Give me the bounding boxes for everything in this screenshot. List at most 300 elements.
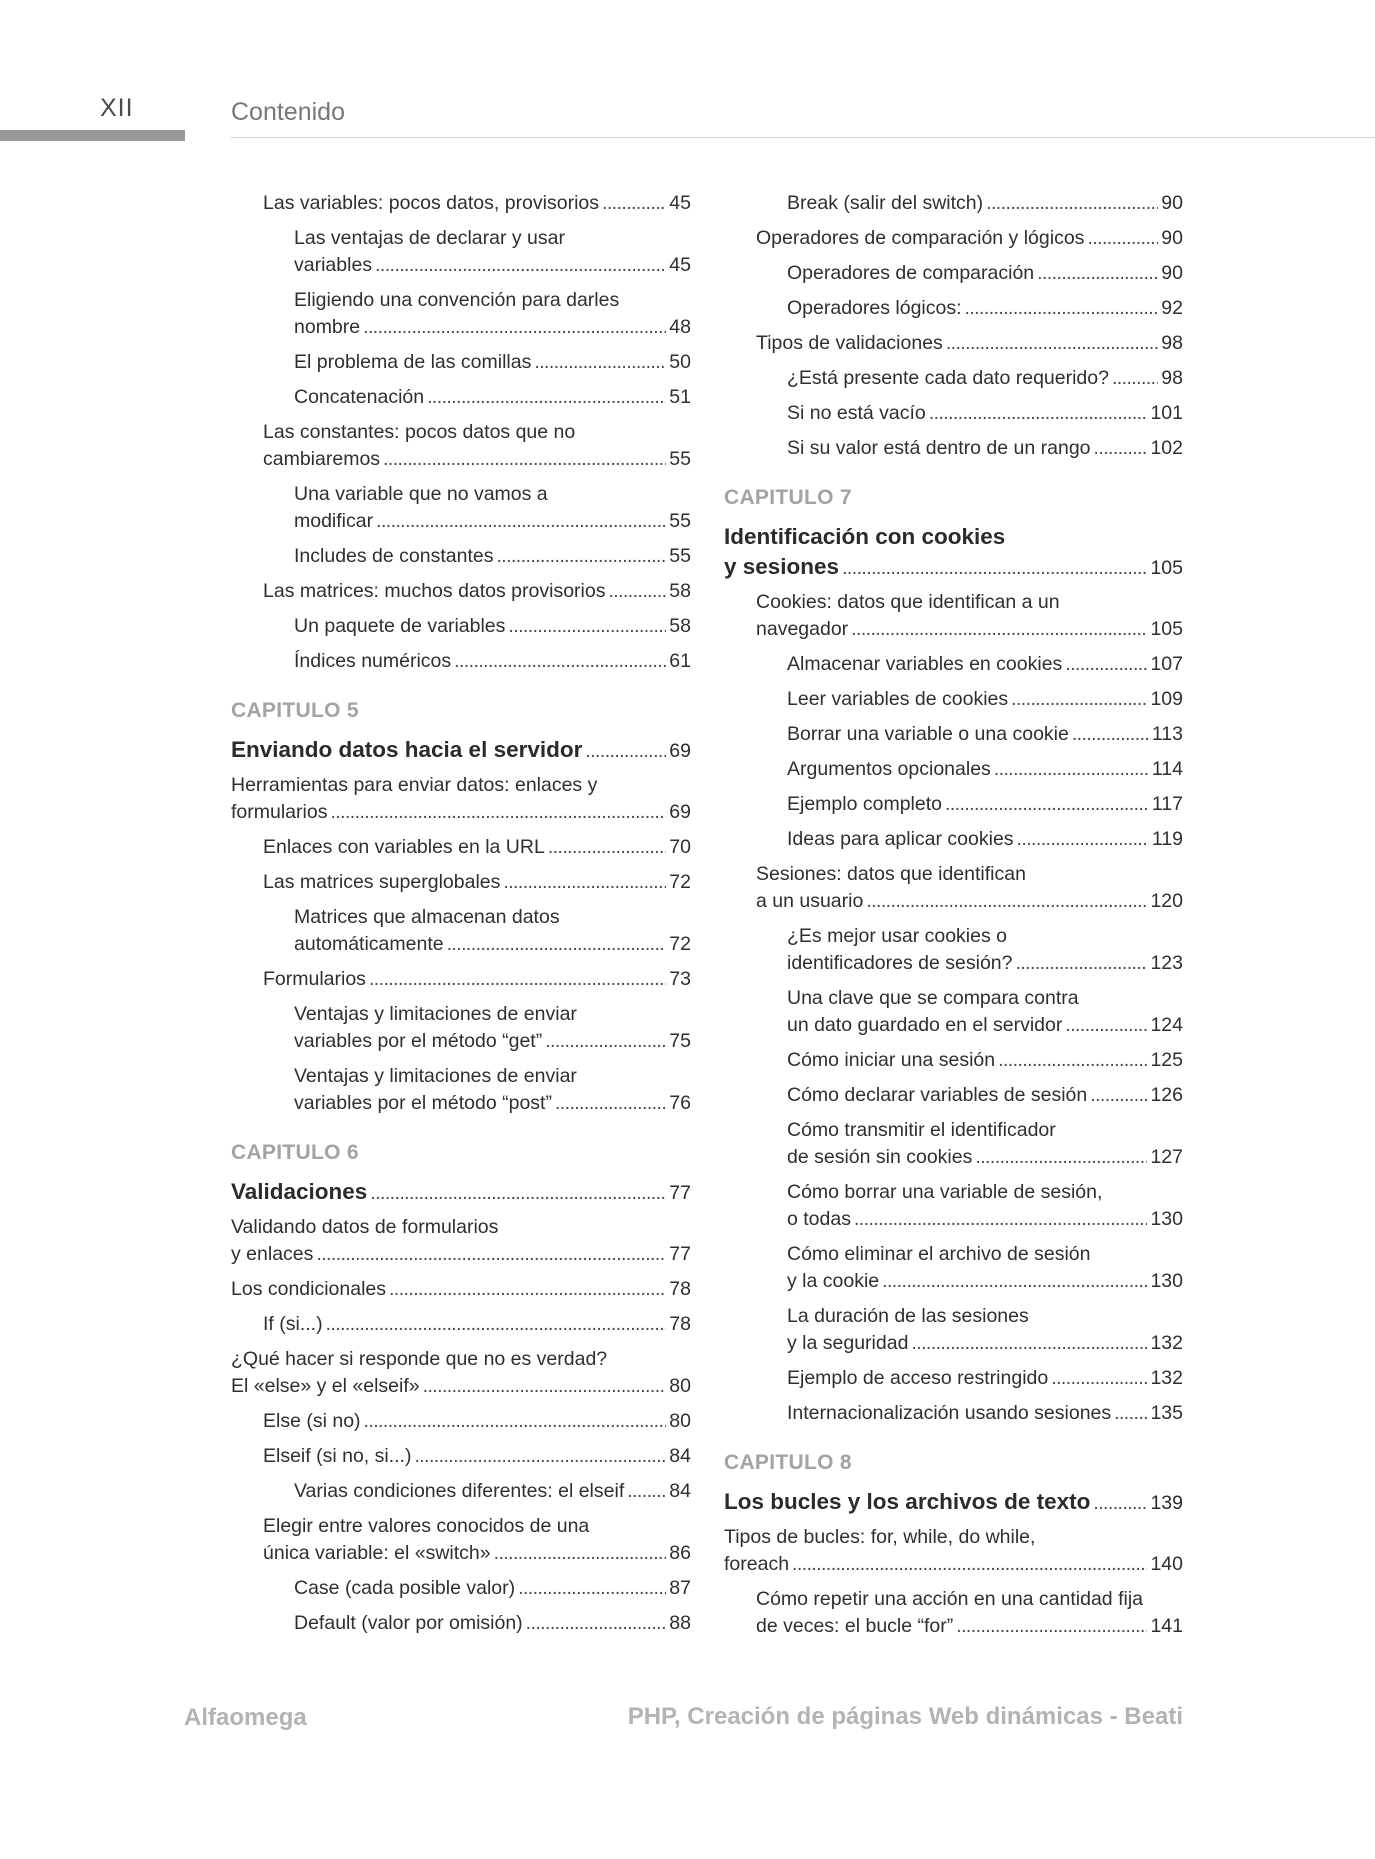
toc-entry (231, 481, 691, 535)
toc-entry (231, 1276, 691, 1303)
entry-text-line: Ejemplo de acceso restringido (787, 1367, 1049, 1389)
entry-text-line: Las ventajas de declarar y usar (294, 227, 565, 249)
entry-last-line (787, 756, 1183, 783)
page-ref: 55 (669, 545, 691, 567)
entry-last-line (787, 1144, 1183, 1171)
page-ref: 139 (1150, 1492, 1183, 1514)
entry-last-line (756, 225, 1183, 252)
page-ref: 117 (1151, 793, 1183, 815)
dot-leader (1017, 826, 1149, 853)
dot-leader (376, 508, 666, 535)
entry-text-line: ¿Es mejor usar cookies o (787, 925, 1007, 947)
entry-text-line: Matrices que almacenan datos (294, 906, 560, 928)
entry-last-line (294, 1575, 691, 1602)
toc-entry (231, 772, 691, 826)
entry-text-line: navegador (756, 618, 849, 640)
toc-entry (724, 1303, 1183, 1357)
entry-last-line (231, 1373, 691, 1400)
dot-leader (1015, 950, 1147, 977)
entry-last-line (787, 651, 1183, 678)
dot-leader (389, 1276, 666, 1303)
dot-leader (316, 1241, 666, 1268)
entry-text-line: Las variables: pocos datos, provisorios (263, 192, 600, 214)
entry-last-line (294, 1090, 691, 1117)
page-ref: 77 (669, 1243, 691, 1265)
dot-leader (1011, 686, 1147, 713)
header-accent-bar (0, 130, 185, 141)
dot-leader (369, 966, 666, 993)
page-ref: 55 (669, 510, 691, 532)
running-header-title: Contenido (231, 98, 345, 126)
toc-entry (724, 330, 1183, 357)
entry-text-line: de veces: el bucle “for” (756, 1615, 954, 1637)
entry-text-line: Las matrices superglobales (263, 871, 501, 893)
dot-leader (602, 190, 666, 217)
entry-last-line (756, 616, 1183, 643)
entry-last-line (756, 1613, 1183, 1640)
page-ref: 90 (1161, 227, 1183, 249)
dot-leader (494, 1540, 667, 1567)
entry-last-line (294, 314, 691, 341)
entry-last-line (787, 1206, 1183, 1233)
dot-leader (427, 384, 666, 411)
entry-last-line (231, 735, 691, 766)
entry-last-line (787, 400, 1183, 427)
entry-text-line: Las matrices: muchos datos provisorios (263, 580, 606, 602)
entry-last-line (787, 791, 1183, 818)
page-ref: 124 (1150, 1014, 1183, 1036)
dot-leader (792, 1551, 1147, 1578)
page-ref: 98 (1161, 367, 1183, 389)
toc-entry (724, 1082, 1183, 1109)
entry-text-line: Ventajas y limitaciones de enviar (294, 1003, 577, 1025)
entry-last-line (263, 1540, 691, 1567)
entry-last-line (294, 1478, 691, 1505)
toc-entry (231, 1311, 691, 1338)
dot-leader (1051, 1365, 1147, 1392)
dot-leader (1065, 651, 1147, 678)
entry-text-line: a un usuario (756, 890, 864, 912)
dot-leader (929, 400, 1148, 427)
page-ref: 45 (669, 192, 691, 214)
entry-last-line (263, 966, 691, 993)
entry-text-line: variables por el método “get” (294, 1030, 543, 1052)
dot-leader (518, 1575, 666, 1602)
page-ref: 73 (669, 968, 691, 990)
entry-text-line: Break (salir del switch) (787, 192, 984, 214)
chapter-label: CAPITULO 8 (724, 1451, 852, 1474)
toc-entry (724, 1241, 1183, 1295)
chapter-label: CAPITULO 5 (231, 699, 359, 722)
dot-leader (1094, 435, 1148, 462)
page-ref: 132 (1150, 1332, 1183, 1354)
dot-leader (866, 888, 1147, 915)
toc-entry (724, 756, 1183, 783)
chapter-title (724, 522, 1183, 583)
entry-text-line: Borrar una variable o una cookie (787, 723, 1069, 745)
page-ref: 78 (669, 1313, 691, 1335)
page-number: XII (100, 94, 134, 122)
dot-leader (1065, 1012, 1147, 1039)
toc-entry (231, 1214, 691, 1268)
toc-entry (724, 1117, 1183, 1171)
entry-text-line: Concatenación (294, 386, 425, 408)
dot-leader (1090, 1082, 1147, 1109)
entry-text-line: Las constantes: pocos datos que no (263, 421, 576, 443)
dot-leader (414, 1443, 666, 1470)
page-ref: 105 (1150, 557, 1183, 579)
toc-entry (231, 904, 691, 958)
entry-text-line: Almacenar variables en cookies (787, 653, 1063, 675)
entry-text-line: un dato guardado en el servidor (787, 1014, 1063, 1036)
dot-leader (1093, 1488, 1147, 1518)
entry-last-line (787, 950, 1183, 977)
entry-last-line (294, 543, 691, 570)
entry-text-line: foreach (724, 1553, 790, 1575)
entry-last-line (263, 190, 691, 217)
dot-leader (945, 791, 1149, 818)
entry-text-line: Cómo borrar una variable de sesión, (787, 1181, 1103, 1203)
entry-text-line: Tipos de validaciones (756, 332, 943, 354)
page-ref: 88 (669, 1612, 691, 1634)
entry-text-line: Argumentos opcionales (787, 758, 991, 780)
entry-text-line: Else (si no) (263, 1410, 361, 1432)
dot-leader (364, 1408, 667, 1435)
entry-last-line (294, 252, 691, 279)
dot-leader (447, 931, 667, 958)
entry-text-line: Sesiones: datos que identifican (756, 863, 1026, 885)
chapter-title (231, 1177, 691, 1208)
entry-text-line: Validaciones (231, 1179, 368, 1204)
entry-last-line (787, 1012, 1183, 1039)
dot-leader (526, 1610, 667, 1637)
page-ref: 141 (1150, 1615, 1183, 1637)
entry-text-line: ¿Está presente cada dato requerido? (787, 367, 1109, 389)
toc-entry (724, 686, 1183, 713)
entry-last-line (294, 1610, 691, 1637)
entry-last-line (294, 508, 691, 535)
toc-entry (231, 966, 691, 993)
entry-text-line: variables (294, 254, 373, 276)
entry-text-line: ¿Qué hacer si responde que no es verdad? (231, 1348, 608, 1370)
dot-leader (627, 1478, 666, 1505)
dot-leader (534, 349, 666, 376)
entry-last-line (787, 1268, 1183, 1295)
entry-last-line (263, 1408, 691, 1435)
entry-text-line: Índices numéricos (294, 650, 452, 672)
toc-entry (724, 1400, 1183, 1427)
toc-entry (724, 365, 1183, 392)
toc-entry (724, 721, 1183, 748)
entry-last-line (787, 1365, 1183, 1392)
page-ref: 130 (1150, 1208, 1183, 1230)
dot-leader (946, 330, 1158, 357)
entry-text-line: Validando datos de formularios (231, 1216, 499, 1238)
page-ref: 102 (1150, 437, 1183, 459)
page-ref: 107 (1150, 653, 1183, 675)
page-ref: 90 (1161, 262, 1183, 284)
toc-entry (231, 834, 691, 861)
entry-text-line: Leer variables de cookies (787, 688, 1009, 710)
toc-entry (724, 435, 1183, 462)
header-rule (231, 137, 1375, 138)
toc-entry (231, 190, 691, 217)
page-ref: 77 (669, 1182, 691, 1204)
entry-text-line: Una variable que no vamos a (294, 483, 548, 505)
entry-text-line: Cookies: datos que identifican a un (756, 591, 1060, 613)
dot-leader (375, 252, 666, 279)
toc-entry (724, 1179, 1183, 1233)
page-ref: 55 (669, 448, 691, 470)
dot-leader (423, 1373, 667, 1400)
entry-text-line: Los bucles y los archivos de texto (724, 1489, 1091, 1514)
dot-leader (496, 543, 666, 570)
entry-text-line: Elegir entre valores conocidos de una (263, 1515, 590, 1537)
page-ref: 135 (1150, 1402, 1183, 1424)
page-ref: 126 (1150, 1084, 1183, 1106)
entry-last-line (294, 648, 691, 675)
entry-text-line: Enlaces con variables en la URL (263, 836, 545, 858)
page-ref: 80 (669, 1410, 691, 1432)
dot-leader (585, 736, 666, 766)
entry-last-line (787, 826, 1183, 853)
chapter-title (231, 735, 691, 766)
page-ref: 58 (669, 580, 691, 602)
entry-text-line: Ejemplo completo (787, 793, 942, 815)
page-ref: 84 (669, 1445, 691, 1467)
entry-text-line: Una clave que se compara contra (787, 987, 1079, 1009)
entry-last-line (787, 1082, 1183, 1109)
dot-leader (998, 1047, 1147, 1074)
toc-entry (724, 1586, 1183, 1640)
page-ref: 86 (669, 1542, 691, 1564)
entry-text-line: Si su valor está dentro de un rango (787, 437, 1091, 459)
entry-text-line: Formularios (263, 968, 366, 990)
entry-text-line: El «else» y el «elseif» (231, 1375, 420, 1397)
dot-leader (548, 834, 666, 861)
entry-text-line: Cómo transmitir el identificador (787, 1119, 1056, 1141)
dot-leader (1072, 721, 1149, 748)
toc-entry (231, 384, 691, 411)
entry-text-line: única variable: el «switch» (263, 1542, 491, 1564)
toc-entry (231, 1478, 691, 1505)
entry-last-line (263, 578, 691, 605)
entry-text-line: Los condicionales (231, 1278, 387, 1300)
entry-text-line: y enlaces (231, 1243, 314, 1265)
entry-last-line (787, 260, 1183, 287)
toc-entry (231, 1408, 691, 1435)
page-ref: 109 (1150, 688, 1183, 710)
toc-entry (231, 1610, 691, 1637)
entry-text-line: Eligiendo una convención para darles (294, 289, 620, 311)
page-ref: 120 (1150, 890, 1183, 912)
entry-last-line (787, 365, 1183, 392)
toc-entry (724, 1047, 1183, 1074)
entry-last-line (294, 613, 691, 640)
page-ref: 69 (669, 801, 691, 823)
entry-text-line: Un paquete de variables (294, 615, 506, 637)
entry-text-line: nombre (294, 316, 361, 338)
toc-entry (724, 295, 1183, 322)
toc-entry (724, 861, 1183, 915)
toc-entry (724, 400, 1183, 427)
dot-leader (994, 756, 1149, 783)
page-ref: 72 (669, 933, 691, 955)
page-ref: 70 (669, 836, 691, 858)
entry-text-line: y la seguridad (787, 1332, 909, 1354)
dot-leader (986, 190, 1158, 217)
toc-entry (724, 651, 1183, 678)
page-ref: 125 (1150, 1049, 1183, 1071)
page-ref: 75 (669, 1030, 691, 1052)
entry-text-line: variables por el método “post” (294, 1092, 552, 1114)
toc-entry (724, 985, 1183, 1039)
toc-entry (231, 349, 691, 376)
toc-right-column (724, 190, 1183, 1648)
entry-text-line: Tipos de bucles: for, while, do while, (724, 1526, 1036, 1548)
entry-text-line: modificar (294, 510, 374, 532)
page-ref: 84 (669, 1480, 691, 1502)
page-ref: 72 (669, 871, 691, 893)
toc-entry (231, 578, 691, 605)
toc-entry (231, 543, 691, 570)
entry-last-line (263, 1443, 691, 1470)
entry-text-line: Cómo iniciar una sesión (787, 1049, 996, 1071)
entry-text-line: Case (cada posible valor) (294, 1577, 516, 1599)
entry-text-line: Elseif (si no, si...) (263, 1445, 412, 1467)
entry-last-line (787, 1047, 1183, 1074)
entry-text-line: La duración de las sesiones (787, 1305, 1029, 1327)
page-ref: 61 (669, 650, 691, 672)
page-ref: 45 (669, 254, 691, 276)
toc-entry (724, 1365, 1183, 1392)
entry-last-line (724, 1551, 1183, 1578)
page-ref: 48 (669, 316, 691, 338)
page-ref: 119 (1151, 828, 1183, 850)
chapter-label: CAPITULO 7 (724, 486, 852, 509)
toc-entry (724, 826, 1183, 853)
toc-entry (724, 190, 1183, 217)
page-ref: 69 (669, 740, 691, 762)
toc-left-column (231, 190, 691, 1645)
dot-leader (545, 1028, 666, 1055)
entry-last-line (231, 799, 691, 826)
entry-last-line (724, 1487, 1183, 1518)
toc-entry (724, 225, 1183, 252)
dot-leader (508, 613, 666, 640)
toc-entry (231, 1001, 691, 1055)
entry-text-line: El problema de las comillas (294, 351, 532, 373)
entry-last-line (263, 869, 691, 896)
page-ref: 78 (669, 1278, 691, 1300)
dot-leader (330, 799, 666, 826)
page-ref: 113 (1151, 723, 1183, 745)
entry-last-line (787, 1330, 1183, 1357)
entry-text-line: Includes de constantes (294, 545, 494, 567)
entry-last-line (294, 384, 691, 411)
toc-entry (724, 589, 1183, 643)
page-ref: 58 (669, 615, 691, 637)
entry-last-line (263, 1311, 691, 1338)
dot-leader (363, 314, 666, 341)
entry-last-line (294, 931, 691, 958)
page-ref: 130 (1150, 1270, 1183, 1292)
entry-text-line: Operadores de comparación (787, 262, 1035, 284)
dot-leader (965, 295, 1159, 322)
page-ref: 114 (1151, 758, 1183, 780)
dot-leader (911, 1330, 1147, 1357)
entry-text-line: Operadores de comparación y lógicos (756, 227, 1085, 249)
entry-text-line: Ventajas y limitaciones de enviar (294, 1065, 577, 1087)
entry-text-line: cambiaremos (263, 448, 381, 470)
page-ref: 98 (1161, 332, 1183, 354)
entry-text-line: o todas (787, 1208, 851, 1230)
entry-text-line: automáticamente (294, 933, 444, 955)
dot-leader (503, 869, 666, 896)
page-ref: 76 (669, 1092, 691, 1114)
entry-last-line (724, 552, 1183, 583)
page-ref: 50 (669, 351, 691, 373)
page-ref: 132 (1150, 1367, 1183, 1389)
page-ref: 123 (1150, 952, 1183, 974)
entry-text-line: y sesiones (724, 554, 840, 579)
entry-text-line: de sesión sin cookies (787, 1146, 973, 1168)
entry-text-line: Cómo eliminar el archivo de sesión (787, 1243, 1091, 1265)
toc-entry (231, 648, 691, 675)
entry-text-line: formularios (231, 801, 328, 823)
page-ref: 51 (669, 386, 691, 408)
dot-leader (882, 1268, 1147, 1295)
footer-book-title: PHP, Creación de páginas Web dinámicas - Beati (627, 1703, 1183, 1730)
toc-entry (231, 1063, 691, 1117)
entry-last-line (787, 686, 1183, 713)
toc-entry (724, 1524, 1183, 1578)
page-ref: 105 (1150, 618, 1183, 640)
dot-leader (975, 1144, 1147, 1171)
toc-entry (231, 225, 691, 279)
entry-last-line (231, 1276, 691, 1303)
toc-entry (724, 791, 1183, 818)
chapter-label: CAPITULO 6 (231, 1141, 359, 1164)
dot-leader (842, 553, 1147, 583)
entry-last-line (787, 190, 1183, 217)
toc-entry (231, 1443, 691, 1470)
entry-text-line: Operadores lógicos: (787, 297, 962, 319)
page-ref: 87 (669, 1577, 691, 1599)
dot-leader (383, 446, 666, 473)
dot-leader (1112, 365, 1158, 392)
toc-entry (231, 1513, 691, 1567)
entry-text-line: Varias condiciones diferentes: el elseif (294, 1480, 625, 1502)
footer-publisher: Alfaomega (184, 1704, 307, 1731)
page-ref: 101 (1150, 402, 1183, 424)
entry-last-line (294, 1028, 691, 1055)
entry-last-line (231, 1177, 691, 1208)
entry-last-line (756, 330, 1183, 357)
dot-leader (454, 648, 666, 675)
entry-last-line (231, 1241, 691, 1268)
entry-last-line (263, 446, 691, 473)
entry-last-line (756, 888, 1183, 915)
toc-entry (231, 1575, 691, 1602)
entry-text-line: Ideas para aplicar cookies (787, 828, 1014, 850)
entry-text-line: Herramientas para enviar datos: enlaces y (231, 774, 598, 796)
toc-entry (724, 923, 1183, 977)
page-ref: 140 (1150, 1553, 1183, 1575)
dot-leader (608, 578, 666, 605)
toc-entry (724, 260, 1183, 287)
entry-text-line: Enviando datos hacia el servidor (231, 737, 583, 762)
